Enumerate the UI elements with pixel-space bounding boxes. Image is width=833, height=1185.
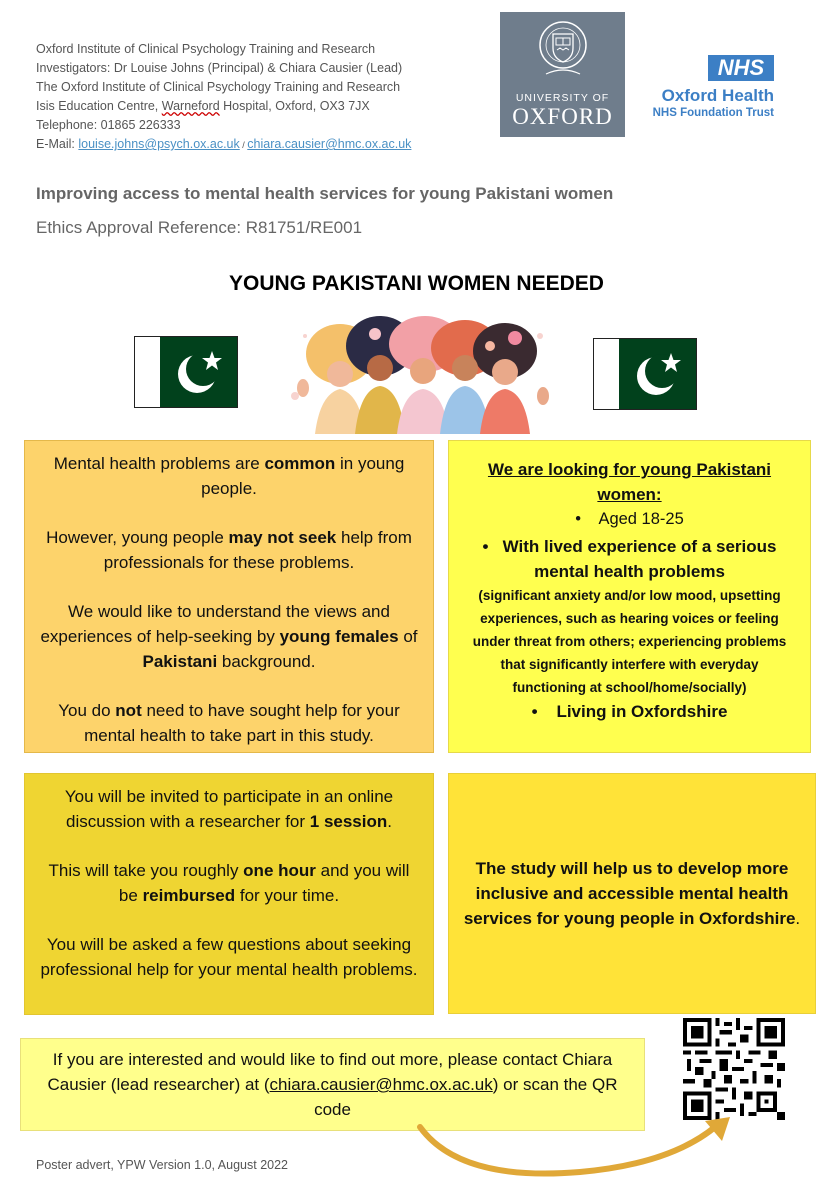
box3-paragraph-3: You will be asked a few questions about seeking professional help for your mental health problems. xyxy=(40,935,418,979)
pakistan-flag-icon-right xyxy=(593,338,697,410)
crescent-star-icon xyxy=(619,339,696,409)
eligibility-list xyxy=(463,507,796,724)
box1-paragraph-3: We would like to understand the views and experiences of help-seeking by young females of Pakistani background. xyxy=(40,602,418,671)
telephone: Telephone: 01865 226333 xyxy=(36,118,181,132)
email-line: E-Mail: louise.johns@psych.ox.ac.uk / chiara.causier@hmc.ox.ac.uk xyxy=(36,137,412,151)
investigators: Investigators: Dr Louise Johns (Principal) & Chiara Causier (Lead) xyxy=(36,61,403,75)
box1-paragraph-4: You do not need to have sought help for your mental health to take part in this study. xyxy=(58,701,400,745)
criteria-living: • Living in Oxfordshire xyxy=(531,702,728,721)
address-warneford: Warneford xyxy=(161,99,220,113)
box3-paragraph-1: You will be invited to participate in an online discussion with a researcher for 1 session. xyxy=(64,787,394,831)
box1-paragraph-2: However, young people may not seek help from professionals for these problems. xyxy=(46,528,412,572)
oxford-university-logo xyxy=(500,12,625,137)
info-box-study-aim xyxy=(448,773,816,1014)
info-box-common-problems xyxy=(24,440,434,753)
header-contact-info xyxy=(36,40,411,155)
criteria-lived-experience: • With lived experience of a serious mental health problems xyxy=(482,537,777,581)
oxford-crest-icon xyxy=(538,20,588,86)
footer-version: Poster advert, YPW Version 1.0, August 2022 xyxy=(36,1158,289,1172)
nhs-trust-subtitle: NHS Foundation Trust xyxy=(652,107,774,119)
study-aim-text: The study will help us to develop more inclusive and accessible mental health services for young people in Oxfordshire. xyxy=(463,859,801,928)
address: Isis Education Centre, Warneford Hospital, Oxford, OX3 7JX xyxy=(36,99,370,113)
box3-paragraph-2: This will take you roughly one hour and you will be reimbursed for your time. xyxy=(48,861,410,905)
eligibility-box xyxy=(448,440,811,753)
nhs-trust-name: Oxford Health xyxy=(661,86,774,105)
email-link-chiara[interactable]: chiara.causier@hmc.ox.ac.uk xyxy=(247,137,412,151)
pakistan-flag-icon-left xyxy=(134,336,238,408)
contact-text: If you are interested and would like to find out more, please contact Chiara Causier (lead researcher) at (chiara.causier@hmc.ox.ac.uk) or scan the QR code xyxy=(47,1050,618,1119)
box1-paragraph-1: Mental health problems are common in young people. xyxy=(53,454,405,498)
nhs-badge: NHS xyxy=(708,55,774,81)
eligibility-title: We are looking for young Pakistani women: xyxy=(487,460,772,504)
criteria-age: • Aged 18-25 xyxy=(575,510,684,528)
email-link-louise[interactable]: louise.johns@psych.ox.ac.uk xyxy=(78,137,240,151)
oxford-logo-line2: OXFORD xyxy=(512,104,613,129)
qr-code-icon[interactable] xyxy=(683,1018,785,1120)
curved-arrow-icon xyxy=(410,1115,740,1185)
oxford-logo-line1: UNIVERSITY OF xyxy=(515,92,610,104)
criteria-detail: (significant anxiety and/or low mood, upsetting experiences, such as hearing voices or feeling under threat from others; experiencing problems that significantly interfere with everyday functioning at school/home/socially) xyxy=(472,588,787,695)
info-box-participation xyxy=(24,773,434,1015)
institute-name-2: The Oxford Institute of Clinical Psychology Training and Research xyxy=(36,80,401,94)
contact-email-link[interactable]: chiara.causier@hmc.ox.ac.uk xyxy=(269,1075,493,1094)
page-headline: YOUNG PAKISTANI WOMEN NEEDED xyxy=(229,272,604,295)
crescent-star-icon xyxy=(160,337,237,407)
women-group-illustration xyxy=(285,316,555,434)
ethics-reference: Ethics Approval Reference: R81751/RE001 xyxy=(36,218,363,237)
study-title: Improving access to mental health services for young Pakistani women xyxy=(36,184,614,203)
institute-name: Oxford Institute of Clinical Psychology Training and Research xyxy=(36,42,376,56)
